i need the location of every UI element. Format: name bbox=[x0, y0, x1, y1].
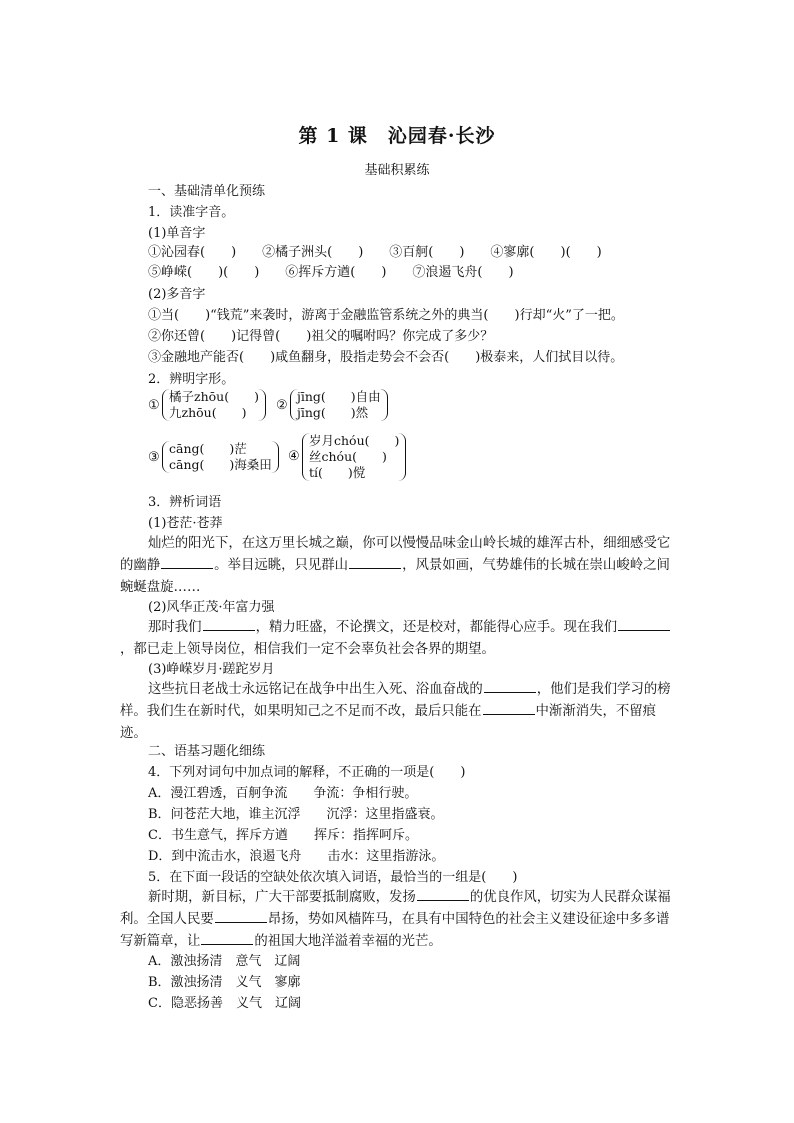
lesson-title: 第 1 课 沁园春·长沙 bbox=[298, 125, 496, 147]
fill-blank[interactable] bbox=[161, 556, 213, 569]
glyph-1b: 九zhōu( ) bbox=[169, 405, 247, 420]
q1-single-line-1: ①沁园春( ) ②橘子洲头( ) ③百舸( ) ④寥廓( )( ) bbox=[148, 245, 602, 260]
fill-blank[interactable] bbox=[215, 910, 267, 923]
q5-option-b: B．激浊扬清 义气 寥廓 bbox=[148, 975, 301, 990]
q5-paragraph: 新时期，新目标，广大干部要抵制腐败，发扬 的优良作风，切实为人民群众谋福利。全国人民要 昂扬，势如风樯阵马，在具有中国特色的社会主义建设征途中多多谱写新篇章，让 的祖国大地洋溢着幸福的光芒。 bbox=[120, 890, 671, 949]
fill-blank[interactable] bbox=[618, 618, 670, 631]
glyph-group-3: ③ cāng( )茫 cāng( )海桑田 bbox=[148, 438, 288, 488]
fill-blank[interactable] bbox=[417, 888, 469, 901]
glyph-2b: jīng( )然 bbox=[297, 405, 369, 420]
question-2: 2．辨明字形。 bbox=[148, 372, 235, 387]
q1-multi-line-3: ③金融地产能否( )咸鱼翻身，股指走势会不会否( )极泰来，人们拭目以待。 bbox=[148, 350, 624, 365]
fill-blank[interactable] bbox=[203, 618, 255, 631]
q3-para-2: 那时我们 ，精力旺盛，不论撰文，还是校对，都能得心应手。现在我们，都已走上领导岗位，相信我们一定不会辜负社会各界的期望。 bbox=[120, 617, 674, 661]
glyph-3b: cāng( )海桑田 bbox=[169, 457, 272, 472]
part-two-heading: 二、语基习题化细练 bbox=[148, 744, 266, 759]
fill-blank[interactable] bbox=[484, 680, 536, 693]
q5-option-c: C．隐恶扬善 义气 辽阔 bbox=[148, 996, 301, 1011]
glyph-4c: tí( )傥 bbox=[309, 465, 366, 480]
q3-para-1: 灿烂的阳光下，在这万里长城之巅，你可以慢慢品味金山岭长城的雄浑古朴，细细感受它的幽静 。举目远眺，只见群山 ，风景如画，气势雄伟的长城在崇山峻岭之间蜿蜒盘旋…… bbox=[120, 536, 671, 595]
fill-blank[interactable] bbox=[349, 556, 401, 569]
q4-option-d: D．到中流击水，浪遏飞舟 击水：这里指游泳。 bbox=[148, 849, 445, 864]
q4-option-a: A．漫江碧透，百舸争流 争流：争相行驶。 bbox=[148, 786, 418, 801]
q1-sub-single: (1)单音字 bbox=[148, 226, 206, 241]
glyph-group-2: ② jīng( )自由 jīng( )然 bbox=[276, 389, 416, 423]
q4-option-c: C．书生意气，挥斥方遒 挥斥：指挥呵斥。 bbox=[148, 828, 418, 843]
question-1: 1．读准字音。 bbox=[148, 205, 235, 220]
section-subtitle: 基础积累练 bbox=[364, 163, 430, 178]
q1-multi-line-2: ②你还曾( )记得曾( )祖父的嘱咐吗？你完成了多少？ bbox=[148, 329, 494, 344]
glyph-group-1: ① 橘子zhōu( ) 九zhōu( ) bbox=[148, 389, 278, 423]
glyph-1a: 橘子zhōu( ) bbox=[169, 389, 259, 404]
q1-sub-multi: (2)多音字 bbox=[148, 287, 206, 302]
fill-blank[interactable] bbox=[201, 932, 253, 945]
glyph-4b: 丝chóu( ) bbox=[309, 449, 387, 464]
q1-multi-line-1: ①当( )“钱荒”来袭时，游离于金融监管系统之外的典当( )行却“火”了一把。 bbox=[148, 308, 624, 323]
question-4: 4．下列对词句中加点词的解释，不正确的一项是( ) bbox=[148, 765, 466, 780]
glyph-group-4: ④ 岁月chóu( ) 丝chóu( ) tí( )傥 bbox=[288, 433, 428, 485]
q3-sub-1: (1)苍茫·苍莽 bbox=[148, 516, 223, 531]
q3-sub-3: (3)峥嵘岁月·蹉跎岁月 bbox=[148, 662, 275, 677]
q4-option-b: B．问苍茫大地，谁主沉浮 沉浮：这里指盛衰。 bbox=[148, 807, 444, 822]
glyph-4a: 岁月chóu( ) bbox=[309, 433, 400, 448]
q3-sub-2: (2)风华正茂·年富力强 bbox=[148, 600, 275, 615]
question-5: 5．在下面一段话的空缺处依次填入词语，最恰当的一组是( ) bbox=[148, 870, 518, 885]
q5-option-a: A．激浊扬清 意气 辽阔 bbox=[148, 954, 301, 969]
q1-single-line-2: ⑤峥嵘( )( ) ⑥挥斥方遒( ) ⑦浪遏飞舟( ) bbox=[148, 265, 514, 280]
q3-para-3: 这些抗日老战士永远铭记在战争中出生入死、浴血奋战的 ，他们是我们学习的榜样。我们生在新时代，如果明知己之不足而不改，最后只能在 中渐渐消失，不留痕迹。 bbox=[120, 682, 671, 741]
glyph-2a: jīng( )自由 bbox=[297, 389, 381, 404]
glyph-3a: cāng( )茫 bbox=[169, 441, 247, 456]
fill-blank[interactable] bbox=[483, 702, 535, 715]
question-3: 3．辨析词语 bbox=[148, 495, 222, 510]
part-one-heading: 一、基础清单化预练 bbox=[148, 184, 266, 199]
